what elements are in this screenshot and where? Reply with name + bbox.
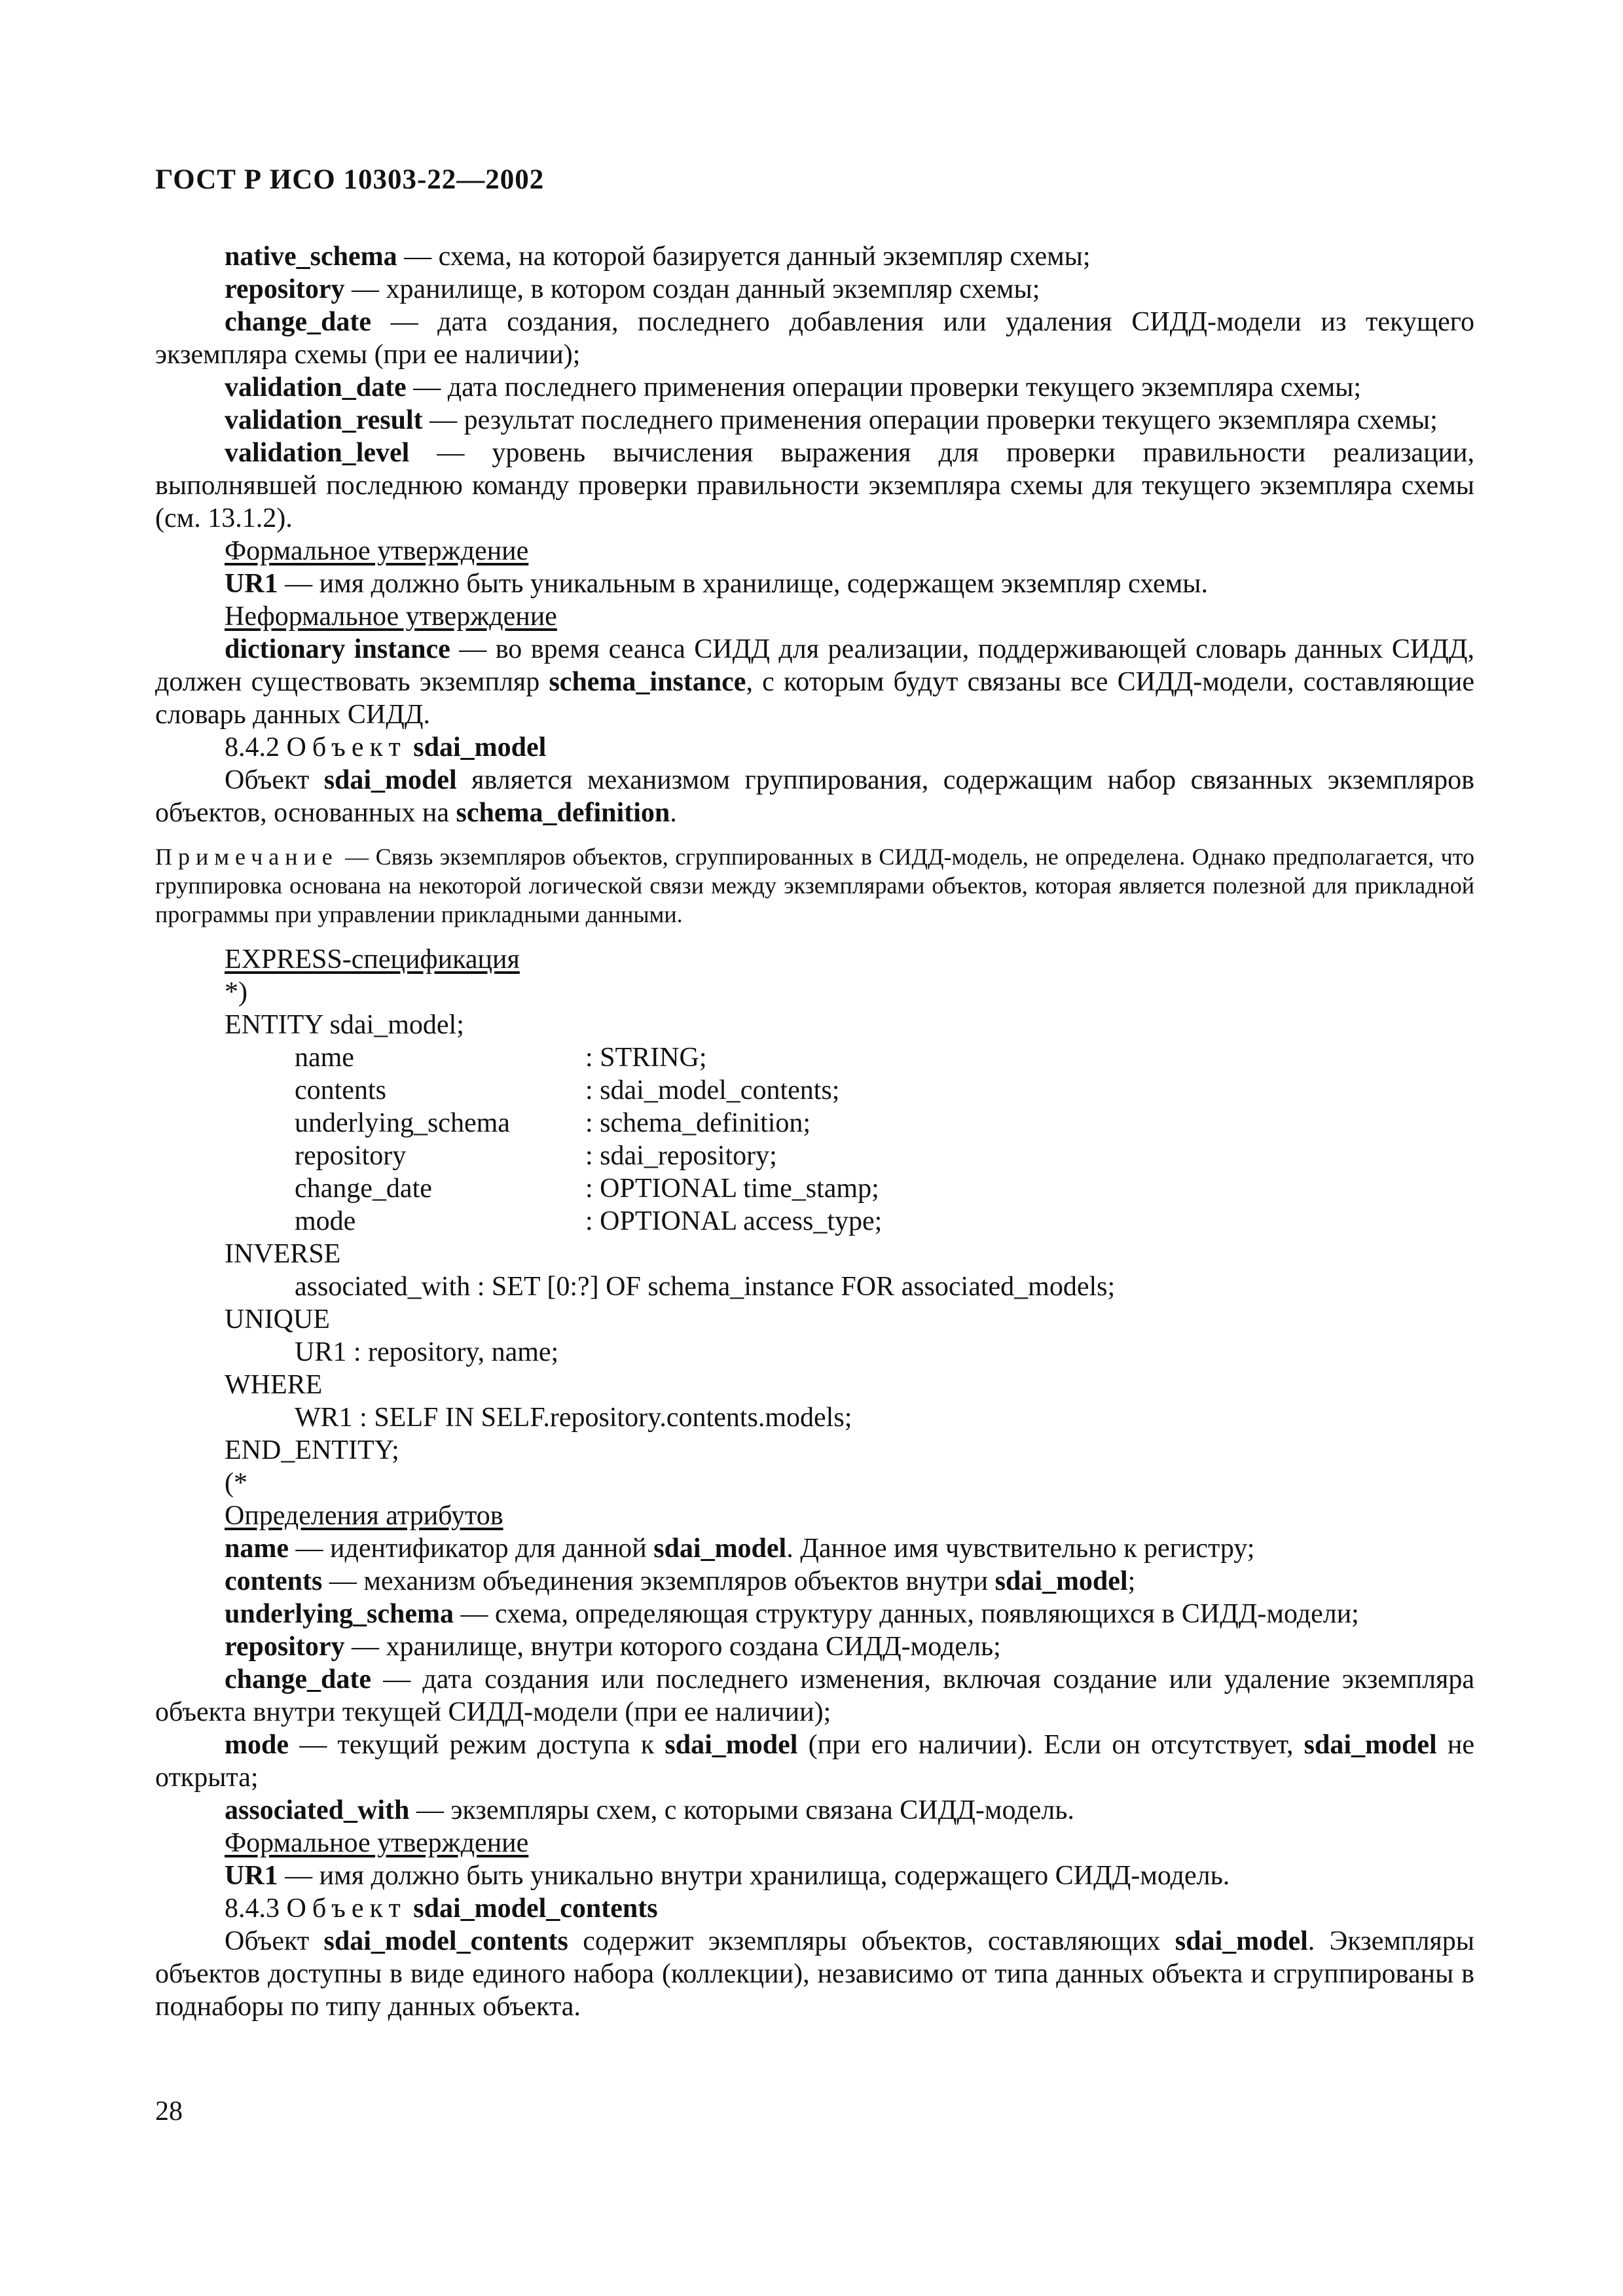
document-body — [155, 240, 1474, 2023]
attribute-change-date: change_date — дата создания или последнего изменения, включая создание или удаление экземпляра объекта внутри текущей СИДД-модели (при ее наличии); — [155, 1664, 1474, 1727]
term: UR1 — [225, 1861, 278, 1891]
term: validation_result — [225, 405, 423, 435]
definition-text: — схема, на которой базируется данный экземпляр схемы; — [397, 242, 1091, 272]
term: change_date — [225, 1664, 371, 1695]
entity-declaration: ENTITY sdai_model; — [225, 1010, 464, 1040]
definition-text: — дата последнего применения операции проверки текущего экземпляра схемы; — [406, 372, 1362, 403]
section-843-paragraph: Объект sdai_model_contents содержит экземпляры объектов, составляющих sdai_model. Экземпляры объектов доступны в виде единого набора (коллекции), независимо от типа данных объекта и сгруппированы в поднаборы по типу данных объекта. — [155, 1926, 1474, 2022]
field-name: change_date — [295, 1174, 432, 1204]
term: UR1 — [225, 569, 278, 599]
section-number: 8.4.2 — [225, 732, 280, 762]
attribute-associated-with: associated_with — экземпляры схем, с которыми связана СИДД-модель. — [225, 1795, 1074, 1825]
term: name — [225, 1534, 289, 1564]
term: sdai_model — [665, 1730, 798, 1760]
entity-field — [155, 1041, 1474, 1074]
end-entity: END_ENTITY; — [225, 1435, 399, 1465]
inverse-keyword: INVERSE — [225, 1239, 341, 1269]
definition-repository — [155, 273, 1474, 306]
field-name: mode — [295, 1206, 356, 1236]
formal-heading: Формальное утверждение — [225, 1828, 529, 1858]
term: schema_definition — [456, 798, 670, 828]
section-heading-842 — [155, 731, 1474, 764]
section-842-paragraph: Объект sdai_model является механизмом группирования, содержащим набор связанных экземпляров объектов, основанных на schema_definition. — [155, 765, 1474, 828]
attribute-repository: repository — хранилище, внутри которого создана СИДД-модель; — [225, 1632, 1001, 1662]
field-name: underlying_schema — [295, 1108, 510, 1138]
definition-native-schema — [155, 240, 1474, 273]
express-open-comment: *) — [225, 977, 247, 1007]
attribute-contents: contents — механизм объединения экземпляров объектов внутри sdai_model; — [225, 1566, 1136, 1596]
attribute-name: name — идентификатор для данной sdai_model. Данное имя чувствительно к регистру; — [225, 1534, 1255, 1564]
definition-text: — уровень вычисления выражения для проверки правильности реализации, выполнявшей последнюю команду проверки правильности экземпляра схемы для текущего экземпляра схемы (см. 13.1.2). — [155, 438, 1474, 533]
term: contents — [225, 1566, 323, 1596]
rule-text: — имя должно быть уникально внутри хранилища, содержащего СИДД-модель. — [278, 1861, 1230, 1891]
section-number: 8.4.3 — [225, 1893, 280, 1924]
note-paragraph — [155, 842, 1474, 929]
attribute-mode: mode — текущий режим доступа к sdai_model (при его наличии). Если он отсутствует, sdai_model не открыта; — [155, 1730, 1474, 1793]
where-keyword: WHERE — [225, 1370, 323, 1400]
field-name: repository — [295, 1141, 407, 1171]
definition-validation-result — [155, 404, 1474, 437]
rule-text: — во время сеанса СИДД для реализации, поддерживающей словарь данных СИДД, должен существовать экземпляр — [155, 634, 1474, 697]
term: underlying_schema — [225, 1599, 454, 1629]
term: repository — [225, 1632, 345, 1662]
entity-field — [155, 1107, 1474, 1139]
rule-text: , с которым будут связаны все СИДД-модели, составляющие словарь данных СИДД. — [155, 667, 1474, 730]
formal-heading: Формальное утверждение — [225, 536, 529, 566]
section-heading-843 — [155, 1892, 1474, 1925]
formal-rule-ur1 — [155, 567, 1474, 600]
inverse-clause: associated_with : SET [0:?] OF schema_instance FOR associated_models; — [295, 1272, 1116, 1302]
entity-field — [155, 1074, 1474, 1107]
term: sdai_model_contents — [323, 1926, 568, 1956]
field-name: contents — [295, 1075, 386, 1105]
entity-field — [155, 1205, 1474, 1238]
unique-keyword: UNIQUE — [225, 1304, 330, 1335]
unique-clause: UR1 : repository, name; — [295, 1337, 559, 1367]
formal-rule-ur1 — [155, 1859, 1474, 1892]
field-type: : sdai_model_contents; — [585, 1075, 840, 1105]
attribute-underlying-schema: underlying_schema — схема, определяющая структуру данных, появляющихся в СИДД-модели; — [225, 1599, 1359, 1629]
informal-heading: Неформальное утверждение — [225, 601, 557, 632]
section-label: Объект — [286, 732, 407, 762]
informal-rule — [155, 633, 1474, 731]
express-heading: EXPRESS-спецификация — [225, 944, 520, 975]
note-label: Примечание — [155, 844, 338, 870]
definition-text: — дата создания, последнего добавления или удаления СИДД-модели из текущего экземпляра схемы (при ее наличии); — [155, 307, 1474, 370]
section-label: Объект — [286, 1893, 407, 1924]
field-type: : OPTIONAL time_stamp; — [585, 1174, 879, 1204]
term: validation_level — [225, 438, 410, 468]
term: dictionary instance — [225, 634, 450, 664]
term: sdai_model — [1175, 1926, 1308, 1956]
entity-field — [155, 1139, 1474, 1172]
note-text: — Связь экземпляров объектов, сгруппированных в СИДД-модель, не определена. Однако предполагается, что группировка основана на некоторой логической связи между экземплярами объектов, которая является полезной для прикладной программы при управлении прикладными данными. — [155, 844, 1474, 927]
term: schema_instance — [549, 667, 746, 697]
term: change_date — [225, 307, 371, 337]
page-number: 28 — [155, 2096, 183, 2126]
section-entity-name: sdai_model_contents — [413, 1893, 658, 1924]
definition-validation-date — [155, 371, 1474, 404]
term: associated_with — [225, 1795, 410, 1825]
term: sdai_model — [653, 1534, 787, 1564]
term: sdai_model — [1304, 1730, 1437, 1760]
field-type: : sdai_repository; — [585, 1141, 777, 1171]
term: validation_date — [225, 372, 407, 403]
term: sdai_model — [323, 765, 457, 795]
definition-text: — результат последнего применения операции проверки текущего экземпляра схемы; — [422, 405, 1438, 435]
definition-change-date — [155, 306, 1474, 371]
where-clause: WR1 : SELF IN SELF.repository.contents.models; — [295, 1403, 852, 1433]
express-specification — [155, 943, 1474, 1499]
field-name: name — [295, 1043, 354, 1073]
term: repository — [225, 274, 345, 304]
express-close-comment: (* — [225, 1468, 247, 1498]
section-entity-name: sdai_model — [413, 732, 547, 762]
definition-validation-level — [155, 437, 1474, 535]
term: mode — [225, 1730, 289, 1760]
field-type: : STRING; — [585, 1043, 707, 1073]
attributes-heading: Определения атрибутов — [225, 1501, 503, 1531]
field-type: : schema_definition; — [585, 1108, 811, 1138]
rule-text: — имя должно быть уникальным в хранилище, содержащем экземпляр схемы. — [278, 569, 1208, 599]
entity-field — [155, 1172, 1474, 1205]
term: sdai_model — [994, 1566, 1128, 1596]
field-type: : OPTIONAL access_type; — [585, 1206, 883, 1236]
definition-text: — хранилище, в котором создан данный экземпляр схемы; — [344, 274, 1040, 304]
document-header: ГОСТ Р ИСО 10303-22—2002 — [155, 164, 545, 195]
term: native_schema — [225, 242, 397, 272]
